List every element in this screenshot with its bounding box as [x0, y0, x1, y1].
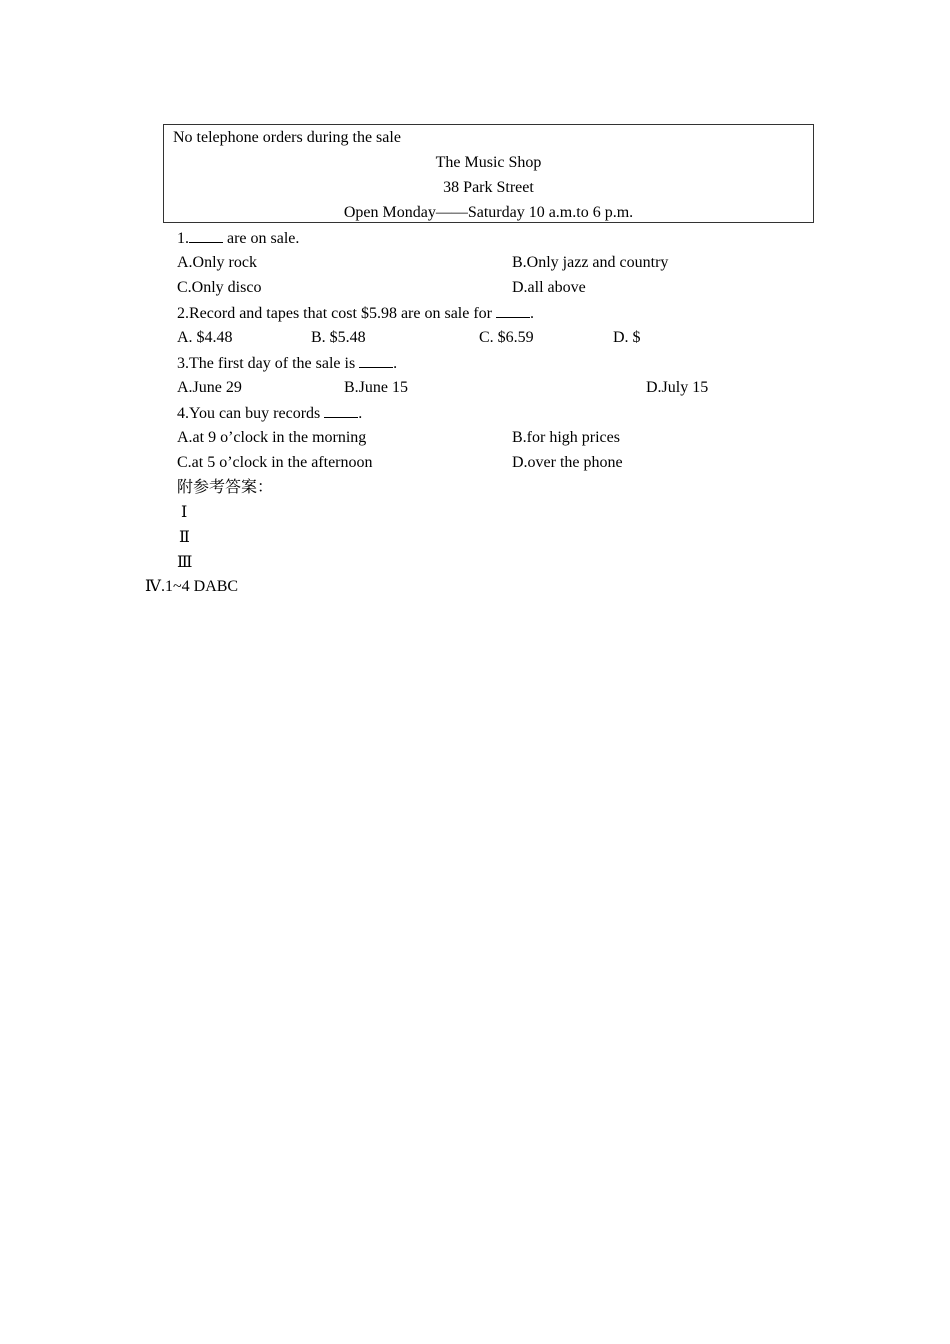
question-3-option-b: B.June 15 — [344, 379, 408, 396]
answer-line-2: Ⅱ — [179, 529, 190, 546]
answer-blank — [189, 228, 223, 243]
answer-line-1: Ⅰ — [181, 504, 188, 521]
question-4-option-b: B.for high prices — [512, 429, 620, 446]
question-1-option-c: C.Only disco — [177, 279, 262, 296]
answer-blank — [324, 403, 358, 418]
question-2-option-b: B. $5.48 — [311, 329, 366, 346]
question-2-prefix: 2.Record and tapes that cost $5.98 are on sale for — [177, 305, 497, 322]
question-3-suffix: . — [393, 355, 398, 372]
question-2-option-c: C. $6.59 — [479, 329, 534, 346]
answers-heading: 附参考答案： — [177, 479, 274, 496]
answer-blank — [359, 353, 393, 368]
question-2-option-d: D. $ — [613, 329, 641, 346]
question-1-prefix: 1. — [177, 230, 189, 247]
question-1-option-a: A.Only rock — [177, 254, 257, 271]
question-1-option-d: D.all above — [512, 279, 586, 296]
answer-line-4: Ⅳ.1~4 DABC — [145, 578, 239, 595]
answer-blank — [496, 303, 530, 318]
shop-name: The Music Shop — [435, 154, 542, 171]
question-4-option-a: A.at 9 o’clock in the morning — [177, 429, 367, 446]
question-1-option-b: B.Only jazz and country — [512, 254, 669, 271]
question-2-stem — [177, 303, 534, 324]
question-4-prefix: 4.You can buy records — [177, 405, 325, 422]
question-3-option-d: D.July 15 — [646, 379, 709, 396]
answer-line-3: Ⅲ — [177, 554, 193, 571]
question-3-stem — [177, 353, 397, 374]
question-4-stem — [177, 403, 362, 424]
question-4-suffix: . — [358, 405, 363, 422]
question-3-prefix: 3.The first day of the sale is — [177, 355, 360, 372]
shop-hours: Open Monday——Saturday 10 a.m.to 6 p.m. — [343, 204, 634, 221]
notice-box — [163, 124, 814, 223]
notice-top-line: No telephone orders during the sale — [173, 129, 401, 146]
question-4-option-c: C.at 5 o’clock in the afternoon — [177, 454, 373, 471]
question-1-stem — [177, 228, 299, 249]
question-2-option-a: A. $4.48 — [177, 329, 233, 346]
question-3-option-a: A.June 29 — [177, 379, 242, 396]
question-1-suffix: are on sale. — [223, 230, 300, 247]
question-2-suffix: . — [530, 305, 535, 322]
question-4-option-d: D.over the phone — [512, 454, 623, 471]
shop-address: 38 Park Street — [443, 179, 534, 196]
